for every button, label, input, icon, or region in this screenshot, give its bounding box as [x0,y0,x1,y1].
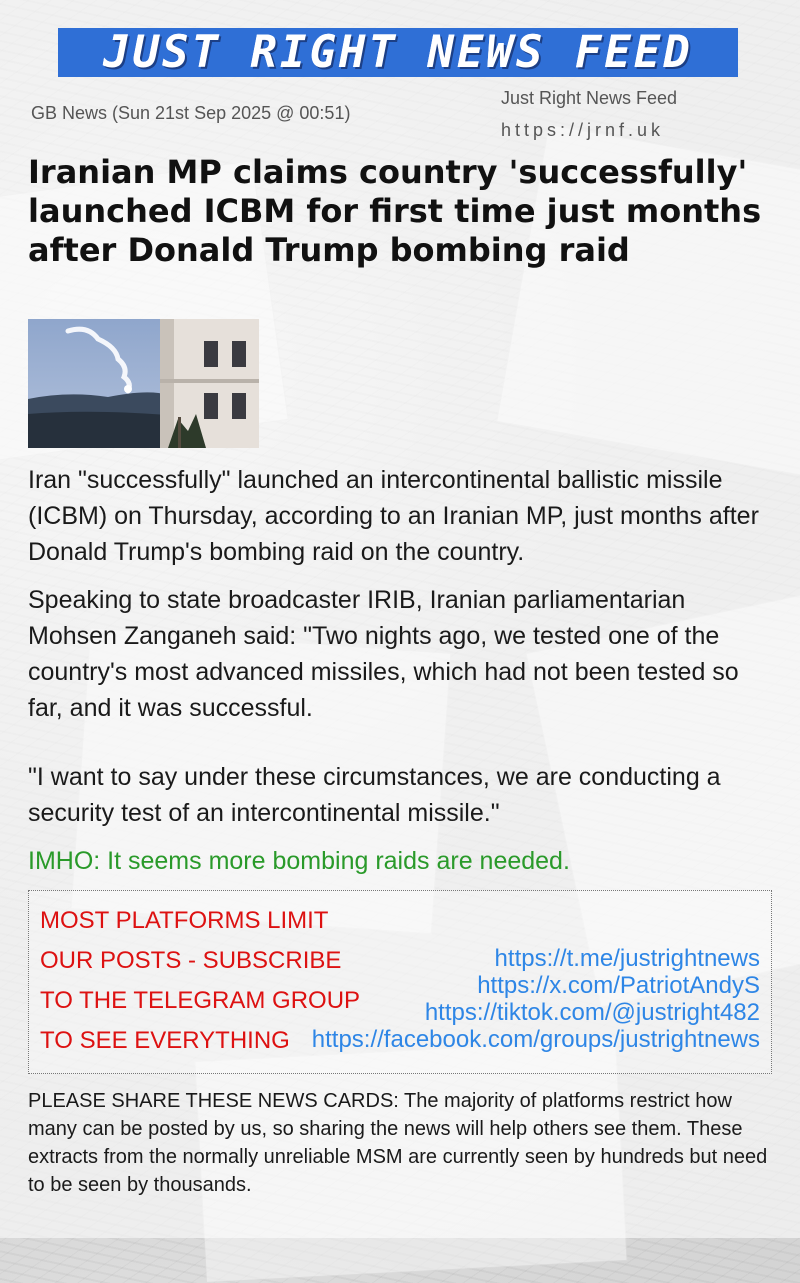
tiktok-link[interactable]: https://tiktok.com/@justright482 [424,999,760,1026]
site-banner [58,28,738,77]
promo-line: TO THE TELEGRAM GROUP [40,987,361,1014]
article-headline: Iranian MP claims country 'successfully' launched ICBM for first time just months after Donald Trump bombing raid [28,153,762,269]
imho-comment: IMHO: It seems more bombing raids are needed. [28,847,570,875]
x-link[interactable]: https://x.com/PatriotAndyS [477,972,760,999]
site-url[interactable]: https://jrnf.uk [501,120,665,140]
promo-line: TO SEE EVERYTHING [40,1027,290,1054]
article-paragraph: Speaking to state broadcaster IRIB, Iranian parliamentarian Mohsen Zanganeh said: "Two nights ago, we tested one of the country's most advanced missiles, which had not been tested so far, and it was successful. [28,586,739,722]
site-name: Just Right News Feed [501,88,678,108]
promo-line: OUR POSTS - SUBSCRIBE [40,947,342,974]
share-appeal: PLEASE SHARE THESE NEWS CARDS: The majority of platforms restrict how many can be posted by us, so sharing the news will help others see them. These extracts from the normally unreliable MSM are currently seen by hundreds but need to be seen by thousands. [28,1090,768,1196]
promo-line: MOST PLATFORMS LIMIT [40,907,329,934]
article-source: GB News (Sun 21st Sep 2025 @ 00:51) [31,103,351,123]
telegram-link[interactable]: https://t.me/justrightnews [494,945,760,972]
subscribe-promo-box [28,890,772,1074]
article-photo [28,319,259,448]
article-paragraph: Iran "successfully" launched an intercontinental ballistic missile (ICBM) on Thursday, according to an Iranian MP, just months after Donald Trump's bombing raid on the country. [28,466,759,566]
banner-title: JUST RIGHT NEWS FEED [103,28,693,77]
article-paragraph: "I want to say under these circumstances, we are conducting a security test of an intercontinental missile." [28,763,721,827]
facebook-link[interactable]: https://facebook.com/groups/justrightnews [311,1026,760,1053]
